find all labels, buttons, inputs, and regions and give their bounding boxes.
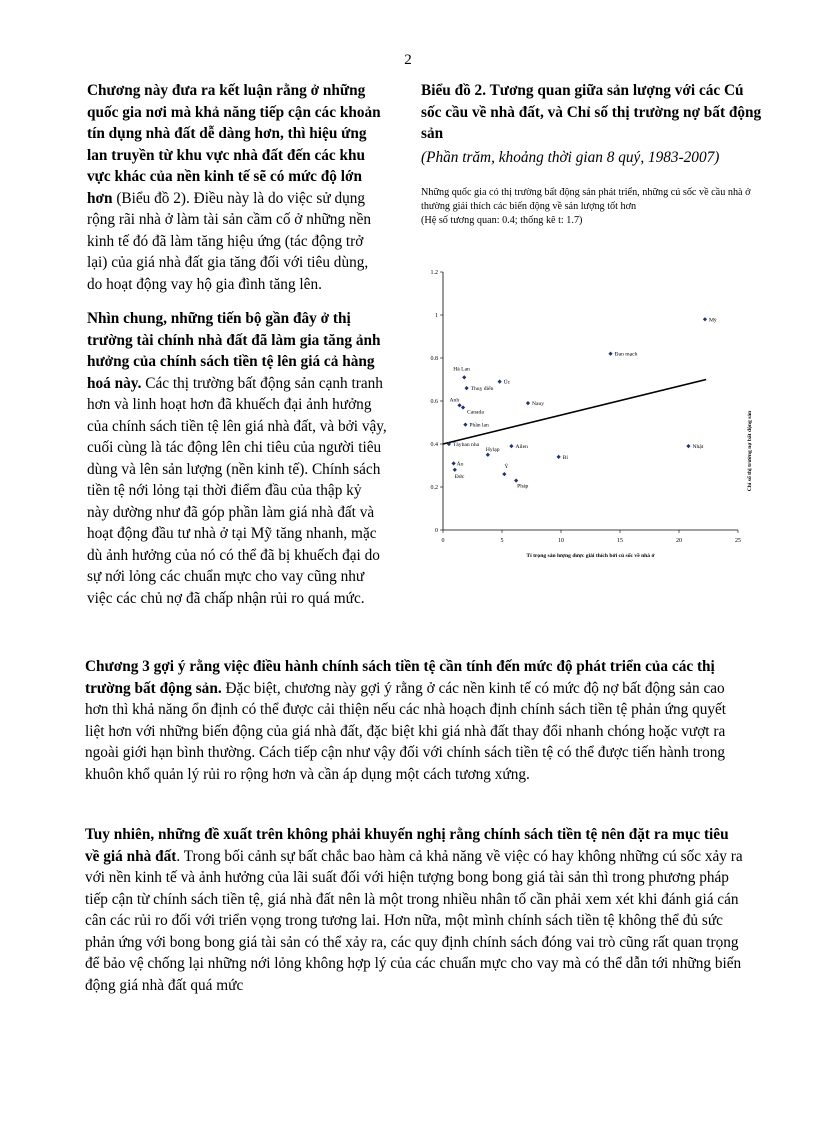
- data-point: [486, 453, 490, 457]
- y-tick-label: 0.2: [430, 485, 438, 491]
- data-point: [457, 403, 461, 407]
- data-point: [686, 444, 690, 448]
- data-point-label: Đan mạch: [614, 351, 638, 358]
- data-point-label: Nhật: [692, 444, 704, 451]
- data-point-label: Phần lan: [469, 422, 489, 429]
- data-point-label: Anh: [449, 397, 460, 404]
- data-point-label: Nauy: [531, 401, 545, 408]
- x-tick-label: 0: [441, 538, 445, 544]
- data-point-label: Ý: [504, 464, 509, 471]
- x-tick-label: 25: [735, 538, 741, 544]
- y-tick-label: 1: [435, 313, 438, 319]
- data-point: [502, 472, 506, 476]
- data-point-label: Thuỵ điển: [470, 386, 494, 393]
- x-tick-label: 10: [558, 538, 564, 544]
- data-point-label: Úc: [503, 379, 511, 386]
- data-point-label: Hylạp: [485, 446, 500, 453]
- data-point-label: Bỉ: [562, 454, 568, 461]
- data-point: [514, 478, 518, 482]
- paragraph-3-text: Đặc biệt, chương này gợi ý rằng ở các nền kinh tế có mức độ nợ bất động sản cao hơn thì khả năng ổn định có thể được cải thiện nếu các nhà hoạch định chính sách tiền tệ phản ứng quyết liệt hơn với những biến động của giá nhà đất, đặc biệt khi giá nhà đất thay đổi nhanh chóng hoặc vượt ra ngoài giới hạn bình thường. Cách tiếp cận như vậy đối với chính sách tiền tệ có thể được tiến hành trong khuôn khổ quản lý rủi ro rộng hơn và cần áp dụng một cách tương xứng.: [85, 679, 727, 783]
- data-point: [509, 444, 513, 448]
- data-point: [608, 352, 612, 356]
- data-point-label: Mỹ: [708, 317, 717, 324]
- y-tick-label: 0.4: [430, 442, 438, 448]
- data-point-label: Canada: [467, 409, 484, 416]
- data-point: [557, 455, 561, 459]
- paragraph-3-bold: Chương 3 gợi ý rằng việc điều hành chính sách tiền tệ cần tính đến mức độ phát triển của các thị trường bất động sản.: [85, 658, 715, 697]
- data-point: [498, 380, 502, 384]
- x-tick-label: 15: [617, 538, 623, 544]
- figure-note: [421, 186, 766, 228]
- data-point: [462, 375, 466, 379]
- left-paragraph-1: [87, 80, 387, 295]
- data-point-label: Áo: [456, 461, 464, 468]
- chart-points: [447, 316, 717, 489]
- figure-title: Biểu đồ 2. Tương quan giữa sản lượng với các Cú sốc cầu về nhà đất, và Chỉ số thị trường nợ bất động sản: [421, 82, 762, 142]
- left-paragraph-2-text: Các thị trường bất động sản cạnh tranh hơn và linh hoạt hơn đã khuếch đại ảnh hưởng của chính sách tiền tệ lên giá nhà đất, và bởi vậy, cuối cùng là tác động lên chi tiêu của người tiêu dùng và lên sản lượng (nền kinh tế). Chính sách tiền tệ nới lỏng tại thời điểm đầu của thập kỷ này dường như đã góp phần làm giá nhà đất và hoạt động đầu tư nhà ở tại Mỹ tăng nhanh, mặc dù ảnh hưởng của nó có thể đã bị khuếch đại do sự nới lỏng các chuẩn mực cho vay cũng như việc các chủ nợ đã chấp nhận rủi ro quá mức.: [87, 374, 387, 607]
- data-point: [461, 405, 465, 409]
- x-tick-label: 5: [500, 538, 504, 544]
- figure-subtitle: (Phần trăm, khoảng thời gian 8 quý, 1983-2007): [421, 148, 720, 166]
- data-point: [465, 386, 469, 390]
- data-point-label: Ailen: [515, 444, 528, 451]
- y-tick-label: 0: [435, 528, 438, 534]
- y-tick-label: 0.8: [430, 356, 438, 362]
- left-column: [87, 80, 387, 622]
- paragraph-4-text: . Trong bối cảnh sự bất chắc bao hàm cả khả năng về việc có hay không những cú sốc xảy ra với nền kinh tế và ảnh hưởng của lãi suất đối với hiện tượng bong bong giá tài sản thì trong phương pháp tiếp cận từ chính sách tiền tệ, giá nhà đất nên là một trong nhiều nhân tố cần phải xem xét khi đánh giá cán cân các rủi ro đối với triển vọng trong tương lai. Hơn nữa, một mình chính sách tiền tệ không thể đủ sức phản ứng với bong bong giá tài sản có thể xảy ra, các quy định chính sách đóng vai trò cũng rất quan trọng để bảo vệ chống lại những nới lỏng không hợp lý của các chuẩn mực cho vay mà có thể dẫn tới những biến động giá nhà đất quá mức: [85, 847, 743, 994]
- data-point-label: Pháp: [517, 483, 529, 490]
- scatter-chart: [421, 262, 761, 567]
- data-point: [703, 317, 707, 321]
- chart-ticks: [431, 270, 742, 544]
- data-point-label: Hà Lan: [453, 366, 470, 373]
- figure-note-line-1: Những quốc gia có thị trường bất động sản phát triển, những cú sốc về cầu nhà ở thường giải thích các biến động về sản lượng tốt hơn: [421, 187, 751, 212]
- left-paragraph-1-bold: Chương này đưa ra kết luận rằng ở những quốc gia nơi mà khả năng tiếp cận các khoản tín dụng nhà đất dễ dàng hơn, thì hiệu ứng lan truyền từ khu vực nhà đất đến các khu vực khác của nền kinh tế sẽ có mức độ lớn hơn: [87, 82, 381, 207]
- y-axis-label: Chỉ số thị trường nợ bất động sản: [747, 410, 753, 492]
- page-number: 2: [404, 52, 412, 68]
- left-paragraph-2-bold: Nhìn chung, những tiến bộ gần đây ở thị trường tài chính nhà đất đã làm gia tăng ảnh hưởng của chính sách tiền tệ lên giá cả hàng hoá này.: [87, 310, 381, 392]
- figure-note-line-2: (Hệ số tương quan: 0.4; thống kê t: 1.7): [421, 215, 583, 226]
- data-point-label: Táyban nha: [452, 442, 480, 448]
- y-tick-label: 0.6: [430, 399, 438, 405]
- y-tick-label: 1.2: [430, 270, 438, 276]
- left-paragraph-2: [87, 308, 387, 609]
- data-point: [453, 468, 457, 472]
- chart-axes: [443, 272, 738, 530]
- paragraph-4-bold: Tuy nhiên, những đề xuất trên không phải khuyến nghị rằng chính sách tiền tệ nên đặt ra mục tiêu về giá nhà đất: [85, 826, 729, 865]
- data-point: [463, 423, 467, 427]
- data-point-label: Đức: [454, 473, 465, 480]
- paragraph-3: [85, 656, 745, 785]
- x-tick-label: 20: [676, 538, 682, 544]
- paragraph-4: [85, 824, 745, 996]
- left-paragraph-1-text: (Biểu đồ 2). Điều này là do việc sử dụng rộng rãi nhà ở làm tài sản cầm cố ở những nền kinh tế đó đã làm tăng hiệu ứng (tác động trở lại) của giá nhà đất gia tăng đối với tiêu dùng, do hoạt động vay hộ gia đình tăng lên.: [87, 189, 372, 293]
- x-axis-label: Tỉ trọng sản lượng được giải thích bởi cú sốc về nhà ở: [526, 553, 655, 559]
- figure-block: [421, 80, 766, 228]
- data-point: [526, 401, 530, 405]
- data-point: [452, 461, 456, 465]
